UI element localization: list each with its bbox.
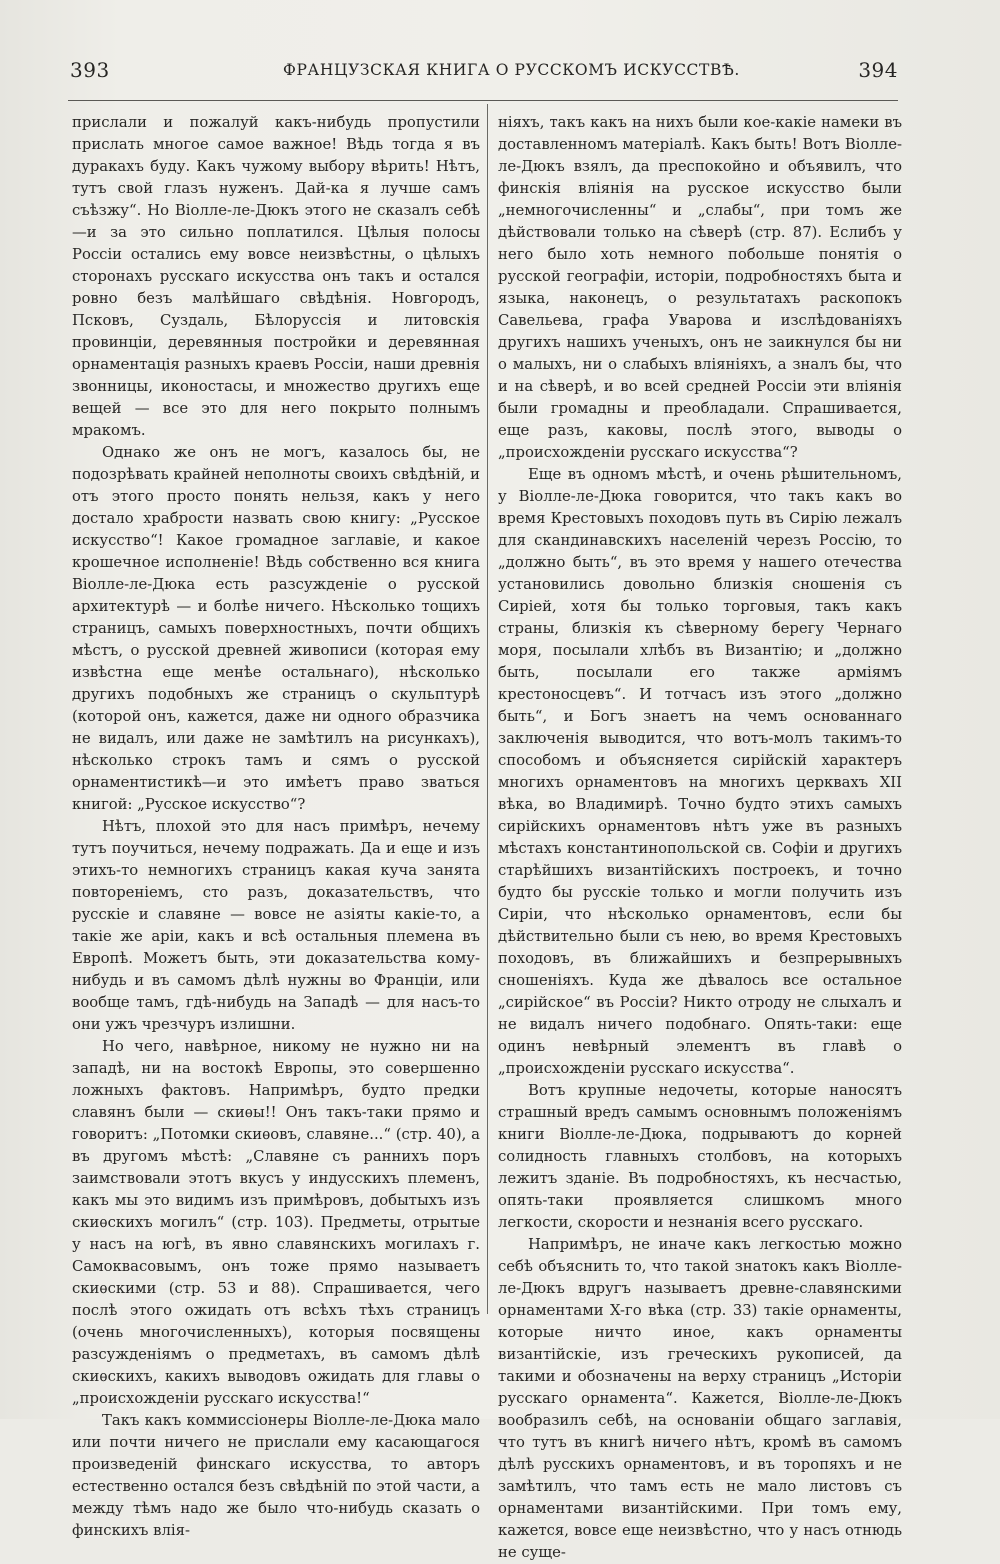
paragraph: Такъ какъ коммиссіонеры Віолле-ле-Дюка мало или почти ничего не прислали ему касающагося произведеній финскаго искусства, то авторъ естественно остался безъ свѣдѣній по этой части, а между тѣмъ надо же было что-нибудь сказать о финскихъ влія- [72, 1412, 480, 1539]
paragraph: Однако же онъ не могъ, казалось бы, не подозрѣвать крайней неполноты своихъ свѣдѣній, и отъ этого просто понять нельзя, какъ у него достало храбрости назвать свою книгу: „Русское искусство“! Какое громадное заглавіе, и какое крошечное исполненіе! Вѣдь собственно вся книга Віолле-ле-Дюка есть разсужденіе о русской архитектурѣ — и болѣе ничего. Нѣсколько тощихъ страницъ, самыхъ поверхностныхъ, почти общихъ мѣстъ, о русской древней живописи (которая ему извѣстна еще менѣе остальнаго), нѣсколько другихъ подобныхъ же страницъ о скульптурѣ (которой онъ, кажется, даже ни одного образчика не видалъ, или даже не замѣтилъ на рисункахъ), нѣсколько строкъ тамъ и сямъ о русской орнаментистикѣ—и это имѣетъ право зваться книгой: „Русское искусство“? [72, 444, 480, 813]
column-divider [487, 104, 488, 1314]
left-column [72, 112, 480, 1542]
paragraph: Но чего, навѣрное, никому не нужно ни на западѣ, ни на востокѣ Европы, это совершенно ложныхъ фактовъ. Напримѣръ, будто предки славянъ были — скиѳы!! Онъ такъ-таки прямо и говоритъ: „Потомки скиѳовъ, славяне...“ (стр. 40), а въ другомъ мѣстѣ: „Славяне съ раннихъ поръ заимствовали этотъ вкусъ у индусскихъ племенъ, какъ мы это видимъ изъ примѣровъ, добытыхъ изъ скиѳскихъ могилъ“ (стр. 103). Предметы, отрытые у насъ на югѣ, въ явно славянскихъ могилахъ г. Самоквасовымъ, онъ тоже прямо называетъ скиѳскими (стр. 53 и 88). Спрашивается, чего послѣ этого ожидать отъ всѣхъ тѣхъ страницъ (очень многочисленныхъ), которыя посвящены разсужденіямъ о предметахъ, въ самомъ дѣлѣ скиѳскихъ, какихъ выводовъ ожидать для главы о „происхожденіи русскаго искусства!“ [72, 1038, 480, 1407]
paragraph: ніяхъ, такъ какъ на нихъ были кое-какіе намеки въ доставленномъ матеріалѣ. Какъ быть! Вотъ Віолле-ле-Дюкъ взялъ, да преспокойно и объявилъ, что финскія вліянія на русское искусство были „немногочисленны“ и „слабы“, при томъ же дѣйствовали только на сѣверѣ (стр. 87). Еслибъ у него было хоть немного побольше понятія о русской географіи, исторіи, подробностяхъ быта и языка, наконецъ, о результатахъ раскопокъ Савельева, графа Уварова и изслѣдованіяхъ другихъ нашихъ ученыхъ, онъ не заикнулся бы ни о малыхъ, ни о слабыхъ вліяніяхъ, а зналъ бы, что и на сѣверѣ, и во всей средней Россіи эти вліянія были громадны и преобладали. Спрашивается, еще разъ, каковы, послѣ этого, выводы о „происхожденіи русскаго искусства“? [498, 114, 902, 461]
paragraph: Нѣтъ, плохой это для насъ примѣръ, нечему тутъ поучиться, нечему подражать. Да и еще и изъ этихъ-то немногихъ страницъ какая куча занята повтореніемъ, сто разъ, доказательствъ, что русскіе и славяне — вовсе не азіяты какіе-то, а такіе же аріи, какъ и всѣ остальныя племена въ Европѣ. Можетъ быть, эти доказательства кому-нибудь и въ самомъ дѣлѣ нужны во Франціи, или вообще тамъ, гдѣ-нибудь на Западѣ — для насъ-то они ужъ чрезчуръ излишни. [72, 818, 480, 1033]
paragraph: Еще въ одномъ мѣстѣ, и очень рѣшительномъ, у Віолле-ле-Дюка говорится, что такъ какъ во время Крестовыхъ походовъ путь въ Сирію лежалъ для скандинавскихъ населеній черезъ Россію, то „должно быть“, въ это время у нашего отечества установились довольно близкія сношенія съ Сиріей, хотя бы только торговыя, такъ какъ страны, близкія къ сѣверному берегу Чернаго моря, посылали хлѣбъ въ Византію; и „должно быть, посылали его также арміямъ крестоносцевъ“. И тотчасъ изъ этого „должно быть“, и Богъ знаетъ на чемъ основаннаго заключенія выводится, что вотъ-молъ такимъ-то способомъ и объясняется сирійскій характеръ многихъ орнаментовъ на многихъ церквахъ XII вѣка, во Владимирѣ. Точно будто этихъ самыхъ сирійскихъ орнаментовъ нѣтъ уже въ разныхъ мѣстахъ константинопольской св. Софіи и другихъ старѣйшихъ византійскихъ построекъ, и точно будто бы русскіе только и могли получить изъ Сиріи, что нѣсколько орнаментовъ, если бы дѣйствительно были съ нею, во время Крестовыхъ походовъ, въ ближайшихъ и безпрерывныхъ сношеніяхъ. Куда же дѣвалось все остальное „сирійское“ въ Россіи? Никто отроду не слыхалъ и не видалъ ничего подобнаго. Опять-таки: еще одинъ невѣрный элементъ въ главѣ о „происхожденіи русскаго искусства“. [498, 466, 902, 1077]
running-title: ФРАНЦУЗСКАЯ КНИГА О РУССКОМЪ ИСКУССТВѢ. [283, 61, 740, 79]
paragraph: прислали и пожалуй какъ-нибудь пропустили прислать многое самое важное! Вѣдь тогда я въ дуракахъ буду. Какъ чужому выбору вѣрить! Нѣтъ, тутъ свой глазъ нуженъ. Дай-ка я лучше самъ съѣзжу“. Но Віолле-ле-Дюкъ этого не сказалъ себѣ —и за это сильно поплатился. Цѣлыя полосы Россіи остались ему вовсе неизвѣстны, о цѣлыхъ сторонахъ русскаго искусства онъ такъ и остался ровно безъ малѣйшаго свѣдѣнія. Новгородъ, Псковъ, Суздаль, Бѣлоруссія и литовскія провинціи, деревянныя постройки и деревянная орнаментація разныхъ краевъ Россіи, наши древнія звонницы, иконостасы, и множество другихъ еще вещей — все это для него покрыто полнымъ мракомъ. [72, 114, 480, 439]
page-header [68, 58, 898, 86]
header-rule [68, 100, 898, 101]
paragraph: Напримѣръ, не иначе какъ легкостью можно себѣ объяснить то, что такой знатокъ какъ Віолле-ле-Дюкъ вдругъ называетъ древне-славянскими орнаментами X-го вѣка (стр. 33) такіе орнаменты, которые ничто иное, какъ орнаменты византійскіе, изъ греческихъ рукописей, да такими и обозначены на верху страницъ „Исторіи русскаго орнамента“. Кажется, Віолле-ле-Дюкъ вообразилъ себѣ, на основаніи общаго заглавія, что тутъ въ книгѣ ничего нѣтъ, кромѣ въ самомъ дѣлѣ русскихъ орнаментовъ, и въ торопяхъ и не замѣтилъ, что тамъ есть не мало листовъ съ орнаментами византійскими. При томъ ему, кажется, вовсе еще неизвѣстно, что у насъ отнюдь не суще- [498, 1236, 902, 1561]
page-number-right: 394 [858, 58, 898, 82]
page-number-left: 393 [70, 58, 110, 82]
right-column [498, 112, 902, 1564]
paragraph: Вотъ крупные недочеты, которые наносятъ страшный вредъ самымъ основнымъ положеніямъ книги Віолле-ле-Дюка, подрываютъ до корней солидность главныхъ столбовъ, на которыхъ лежитъ зданіе. Въ подробностяхъ, къ несчастью, опять-таки проявляется слишкомъ много легкости, скорости и незнанія всего русскаго. [498, 1082, 902, 1231]
